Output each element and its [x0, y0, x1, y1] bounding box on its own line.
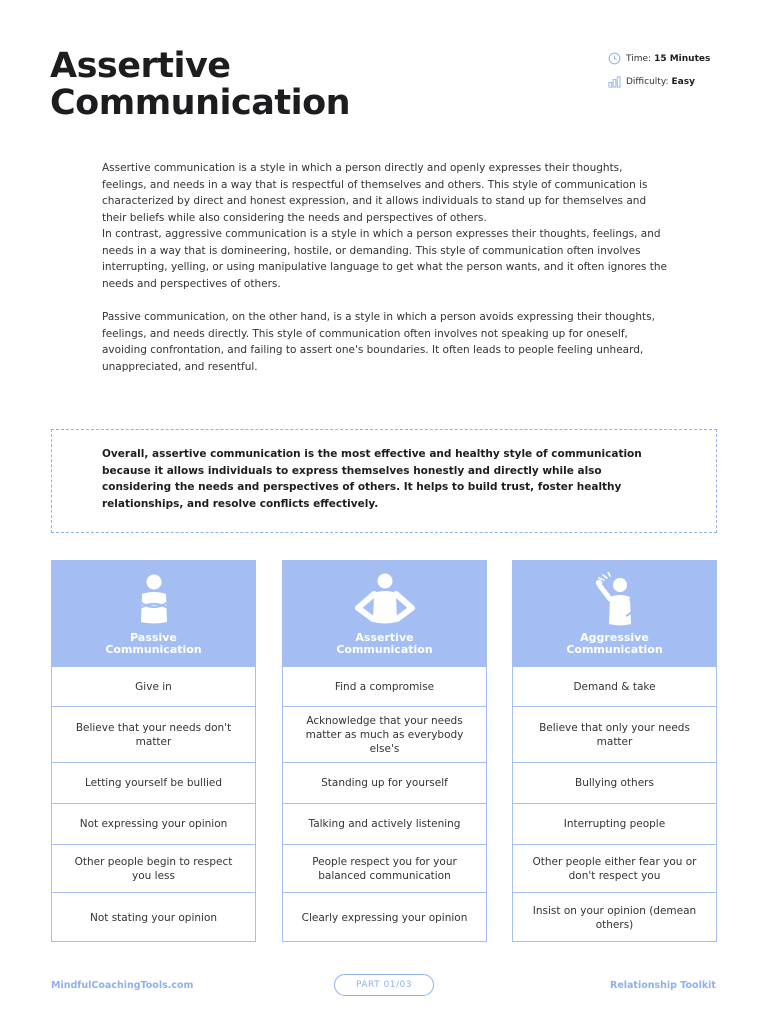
intro-paragraph-2: In contrast, aggressive communication is a style in which a person expresses their thoughts, feelings, and needs in a way that is domineering, hostile, or demanding. This style of communication often involves interrupting, yelling, or using manipulative language to get what the person wants, and it often ignores the needs and perspectives of others. [102, 228, 667, 290]
time-info [608, 52, 710, 65]
table-cell: Bullying others [513, 763, 716, 804]
column-title-line-2: Communication [336, 642, 433, 656]
passive-column [51, 560, 256, 942]
intro-paragraph-1: Assertive communication is a style in which a person directly and openly expresses their thoughts, feelings, and needs in a way that is respectful of themselves and others. This style of communication is characterized by direct and honest expression, and it allows individuals to stand up for themselves and their beliefs while also considering the needs and perspectives of others. [102, 162, 648, 224]
bar-chart-icon [608, 75, 621, 88]
table-cell: Acknowledge that your needs matter as much as everybody else's [283, 707, 486, 763]
difficulty-value: Easy [671, 76, 695, 87]
table-cell: Give in [52, 667, 255, 707]
arms-crossed-person-icon [134, 572, 174, 628]
shouting-person-icon [590, 572, 640, 628]
table-cell: Talking and actively listening [283, 804, 486, 845]
difficulty-label: Difficulty: [626, 76, 669, 87]
table-cell: Letting yourself be bullied [52, 763, 255, 804]
column-title-line-2: Communication [566, 642, 663, 656]
table-cell: People respect you for your balanced communication [283, 845, 486, 893]
column-title-line-1: Aggressive [580, 631, 649, 644]
intro-text [102, 160, 667, 375]
toolkit-name: Relationship Toolkit [610, 980, 716, 991]
table-cell: Believe that only your needs matter [513, 707, 716, 763]
aggressive-column [512, 560, 717, 942]
title-line-2: Communication [50, 83, 351, 123]
column-header [52, 560, 255, 667]
table-cell: Demand & take [513, 667, 716, 707]
column-header [513, 560, 716, 667]
table-cell: Believe that your needs don't matter [52, 707, 255, 763]
table-cell: Other people either fear you or don't respect you [513, 845, 716, 893]
callout-text: Overall, assertive communication is the most effective and healthy style of communication because it allows individuals to express themselves honestly and directly while also considering the needs and perspectives of others. It helps to build trust, foster healthy relationships, and resolve conflicts effectively. [102, 448, 642, 510]
table-cell: Clearly expressing your opinion [301, 911, 468, 924]
table-cell: Find a compromise [283, 667, 486, 707]
page-title [50, 48, 350, 122]
table-cell: Other people begin to respect you less [52, 845, 255, 893]
time-value: 15 Minutes [654, 53, 711, 64]
table-cell: Not stating your opinion [89, 911, 218, 924]
table-cell: Interrupting people [513, 804, 716, 845]
column-title-line-1: Passive [130, 631, 177, 644]
website-link[interactable]: MindfulCoachingTools.com [51, 980, 194, 991]
table-cell: Standing up for yourself [283, 763, 486, 804]
clock-icon [608, 52, 621, 65]
column-title-line-1: Assertive [355, 631, 414, 644]
table-cell: Insist on your opinion (demean others) [532, 904, 697, 931]
column-title-line-2: Communication [105, 642, 202, 656]
assertive-column [282, 560, 487, 942]
summary-callout [51, 429, 717, 533]
page-part-indicator: PART 01/03 [334, 974, 434, 996]
title-line-1: Assertive [50, 46, 231, 86]
time-label: Time: [626, 53, 652, 64]
table-cell: Not expressing your opinion [52, 804, 255, 845]
hands-on-hips-person-icon [350, 572, 420, 628]
difficulty-info [608, 75, 695, 88]
intro-paragraph-3: Passive communication, on the other hand, is a style in which a person avoids expressing their thoughts, feelings, and needs directly. This style of communication often involves not speaking up for oneself, avoiding confrontation, and failing to assert one's boundaries. It often leads to people feeling unheard, unappreciated, and resentful. [102, 311, 655, 373]
column-header [283, 560, 486, 667]
